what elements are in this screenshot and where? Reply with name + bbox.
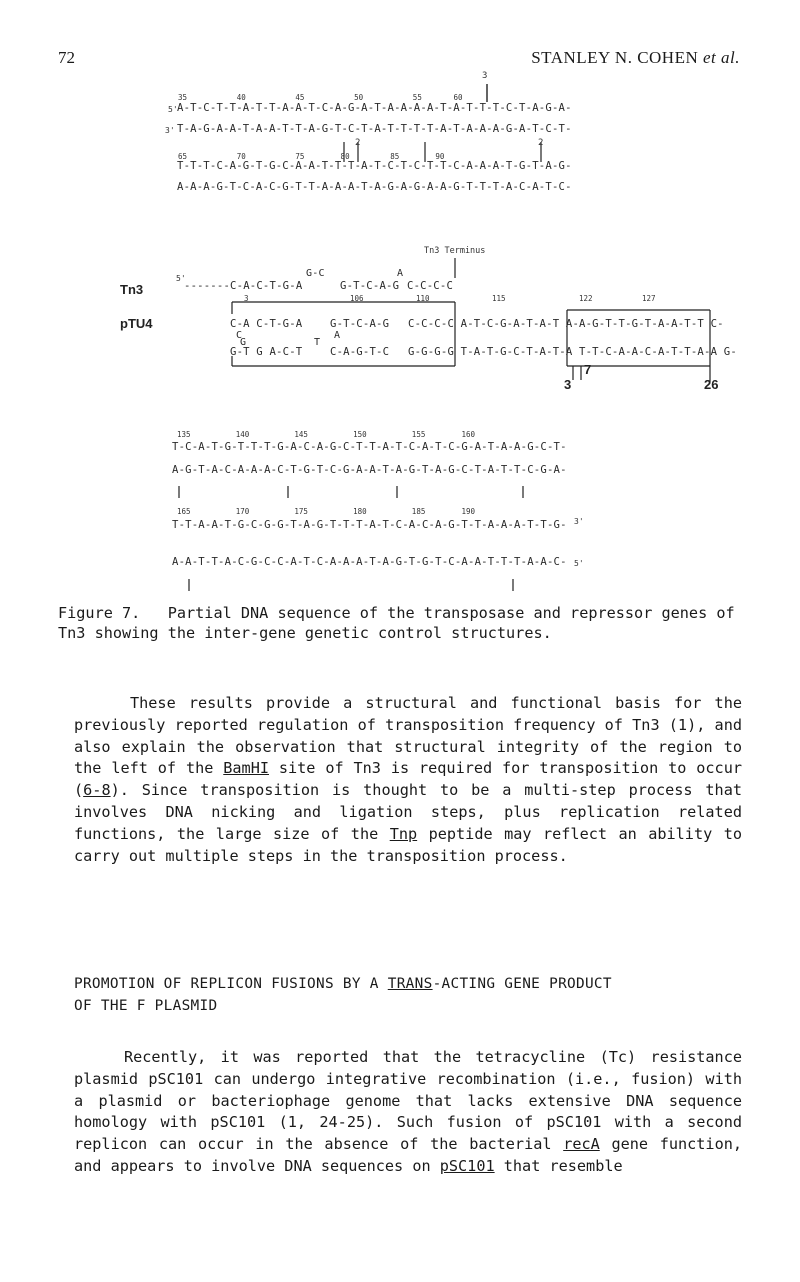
tn3-sequence: G-T-C-A-G [340, 280, 400, 292]
section-heading [74, 973, 742, 1017]
reference-citation: 6-8 [83, 781, 111, 800]
marker-label: 2 [538, 138, 544, 148]
figure-caption [58, 603, 742, 643]
strand-label: 5' [168, 105, 178, 114]
ptu4-bulge: T [314, 337, 321, 348]
strand-label: 5' [574, 559, 584, 568]
sequence-line: A-G-T-A-C-A-A-A-C-T-G-T-C-G-A-A-T-A-G-T-A-G-C-T-A-T-T-C-G-A- [172, 464, 567, 476]
tnp-term: Tnp [389, 824, 418, 843]
sequence-line: T-T-T-C-A-G-T-G-C-A-A-T-T-T-A-T-C-T-C-T-T-C-A-A-A-T-G-T-A-G- [177, 160, 572, 172]
section-title: -ACTING GENE PRODUCT [432, 976, 612, 992]
ptu4-sequence: C-A C-T-G-A [230, 318, 303, 330]
ptu4-sequence: C-A-G-T-C [330, 346, 390, 358]
tn3-sequence: C-C-C-C [407, 280, 454, 292]
running-head-etal: et al. [703, 48, 740, 67]
ptu4-bulge: A [334, 330, 341, 341]
paragraph-text: These results provide a structural and functional basis for the previously reported regulation of transposition frequency of Tn3 (1), and also explain the observation that structural integrity of the region to the left of the [74, 694, 742, 778]
running-head-author: STANLEY N. COHEN [531, 48, 699, 67]
body-paragraph [74, 693, 742, 867]
tn3-label: Tn3 [120, 282, 144, 297]
ptu4-sequence: G-T-C-A-G [330, 318, 390, 330]
bamhi-term: BamHI [223, 759, 269, 778]
sequence-line: T-T-A-A-T-G-C-G-G-T-A-G-T-T-T-A-T-C-A-C-A-G-T-T-A-A-A-T-T-G- [172, 519, 567, 531]
position-number: 106 [350, 294, 364, 303]
running-head [531, 48, 740, 68]
position-number: 115 [492, 294, 506, 303]
position-number: 127 [642, 294, 656, 303]
sequence-line: T-A-G-A-A-T-A-A-T-T-A-G-T-C-T-A-T-T-T-T-A-T-A-A-A-G-A-T-C-T- [177, 123, 572, 135]
marker-7: 7 [584, 362, 592, 377]
position-number: 3 [244, 294, 249, 303]
paragraph-text: ). Since transposition is thought to be a multi-step process that involves DNA nicking and ligation steps, plus replication related functions, the large size of the [74, 781, 742, 843]
position-number: 122 [579, 294, 593, 303]
figure-lines [0, 66, 800, 596]
strand-label: 3' [574, 517, 584, 526]
ptu4-bulge: G [240, 337, 247, 348]
reca-term: recA [563, 1135, 600, 1154]
strand-label: 3' [165, 126, 175, 135]
position-number: 110 [416, 294, 430, 303]
section-title-line2: OF THE F PLASMID [74, 998, 218, 1014]
tn3-loop: A [397, 268, 404, 279]
marker-label: 3 [482, 71, 488, 81]
section-title: PROMOTION OF REPLICON FUSIONS BY A [74, 976, 388, 992]
marker-label: 2 [355, 138, 361, 148]
tn3-sequence: -------C-A-C-T-G-A [184, 280, 303, 292]
tn3-loop: G-C [306, 268, 325, 279]
ptu4-label: pTU4 [120, 316, 153, 331]
marker-3: 3 [564, 377, 572, 392]
position-numbers: 65 70 75 80 85 90 [178, 152, 445, 161]
paragraph-text: peptide may reflect an ability to carry out multiple steps in the transposition process. [74, 824, 742, 865]
sequence-line: A-T-C-T-T-A-T-T-A-A-T-C-A-G-A-T-A-A-A-A-T-A-T-T-T-C-T-A-G-A- [177, 102, 572, 114]
ptu4-bulge: C [236, 330, 243, 341]
sequence-line: A-A-T-T-A-C-G-C-C-A-T-C-A-A-A-T-A-G-T-G-T-C-A-A-T-T-T-A-A-C- [172, 556, 567, 568]
paragraph-text: Recently, it was reported that the tetracycline (Tc) resistance plasmid pSC101 can undergo integrative recombination (i.e., fusion) with a plasmid or bacteriophage genome that lacks extensive DNA sequence homology with pSC101 (1, 24-25). Such fusion of pSC101 with a second replicon can occur in the absence of the bacterial [74, 1048, 742, 1154]
position-numbers: 35 40 45 50 55 60 [178, 93, 463, 102]
ptu4-sequence: G-T G A-C-T [230, 346, 303, 358]
caption-text: Partial DNA sequence of the transposase and repressor genes of Tn3 showing the inter-gene genetic control structures. [58, 604, 735, 642]
caption-label: Figure 7. [58, 604, 141, 622]
ptu4-sequence: C-C-C-C A-T-C-G-A-T-A-T A-A-G-T-T-G-T-A-A-T-T C- [408, 318, 724, 330]
sequence-line: A-A-A-G-T-C-A-C-G-T-T-A-A-A-T-A-G-A-G-A-A-G-T-T-T-A-C-A-T-C- [177, 181, 572, 193]
dna-sequence-figure [0, 66, 800, 596]
ptu4-sequence: G-G-G-G T-A-T-G-C-T-A-T-A T-T-C-A-A-C-A-T-T-A-A G- [408, 346, 737, 358]
body-paragraph [74, 1047, 742, 1178]
position-numbers: 165 170 175 180 185 190 [177, 507, 476, 516]
paragraph-text: gene function, and appears to involve DNA sequences on [74, 1135, 742, 1175]
paragraph-text: site of Tn3 is required for transposition to occur ( [74, 759, 742, 800]
psc101-term: pSC101 [439, 1156, 495, 1175]
page-number: 72 [58, 48, 75, 67]
paragraph-text: that resemble [494, 1156, 623, 1175]
section-title-trans: TRANS [387, 976, 433, 992]
sequence-line: T-C-A-T-G-T-T-T-G-A-C-A-G-C-T-T-A-T-C-A-T-C-G-A-T-A-A-G-C-T- [172, 441, 567, 453]
strand-label: 5' [176, 274, 186, 283]
position-numbers: 135 140 145 150 155 160 [177, 430, 476, 439]
marker-26: 26 [704, 377, 719, 392]
terminus-label: Tn3 Terminus [424, 246, 486, 256]
